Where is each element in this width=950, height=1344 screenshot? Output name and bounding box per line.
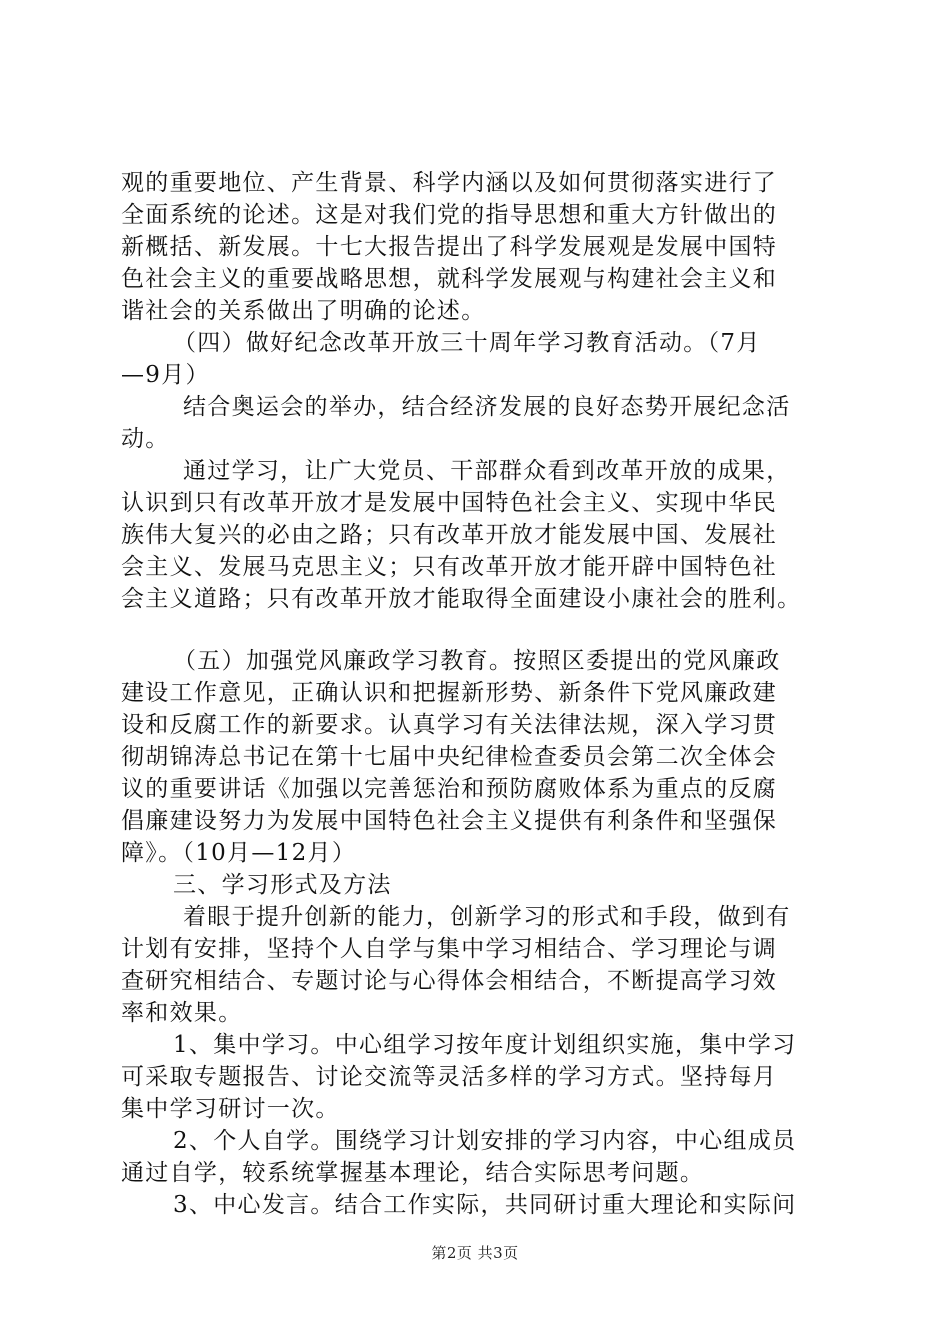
section-heading-3: 三、学习形式及方法	[173, 872, 392, 898]
text-line: 动。	[121, 426, 170, 452]
text-line: 倡廉建设努力为发展中国特色社会主义提供有利条件和坚强保	[121, 808, 778, 834]
text-line: 计划有安排，坚持个人自学与集中学习相结合、学习理论与调	[121, 936, 778, 962]
text-line: 集中学习研讨一次。	[121, 1096, 340, 1122]
list-item-1: 1、集中学习。中心组学习按年度计划组织实施，集中学习	[173, 1032, 797, 1058]
text-line: 会主义、发展马克思主义；只有改革开放才能开辟中国特色社	[121, 554, 778, 580]
text-line: 查研究相结合、专题讨论与心得体会相结合，不断提高学习效	[121, 968, 778, 994]
text-line: 族伟大复兴的必由之路；只有改革开放才能发展中国、发展社	[121, 522, 778, 548]
text-line: 障》。（10月—12月）	[121, 840, 357, 866]
text-line: 新概括、新发展。十七大报告提出了科学发展观是发展中国特	[121, 234, 778, 260]
text-line: 色社会主义的重要战略思想，就科学发展观与构建社会主义和	[121, 266, 778, 292]
text-line: 谐社会的关系做出了明确的论述。	[121, 298, 486, 324]
text-line: 彻胡锦涛总书记在第十七届中央纪律检查委员会第二次全体会	[121, 744, 778, 770]
text-line: 议的重要讲话《加强以完善惩治和预防腐败体系为重点的反腐	[121, 776, 778, 802]
paragraph-gap	[121, 615, 833, 645]
text-line: 建设工作意见，正确认识和把握新形势、新条件下党风廉政建	[121, 680, 778, 706]
section-heading-4: （四）做好纪念改革开放三十周年学习教育活动。（7月	[173, 330, 761, 356]
text-line: 观的重要地位、产生背景、科学内涵以及如何贯彻落实进行了	[121, 170, 778, 196]
document-body	[121, 167, 833, 1221]
paragraph-start: 着眼于提升创新的能力，创新学习的形式和手段，做到有	[183, 904, 791, 930]
list-item-3: 3、中心发言。结合工作实际，共同研讨重大理论和实际问	[173, 1192, 797, 1218]
text-line: 认识到只有改革开放才是发展中国特色社会主义、实现中华民	[121, 490, 778, 516]
text-line: 设和反腐工作的新要求。认真学习有关法律法规，深入学习贯	[121, 712, 778, 738]
text-line: 可采取专题报告、讨论交流等灵活多样的学习方式。坚持每月	[121, 1064, 778, 1090]
text-line: 通过自学，较系统掌握基本理论，结合实际思考问题。	[121, 1160, 705, 1186]
page-number: 第2页 共3页	[431, 1244, 519, 1262]
section-heading-5: （五）加强党风廉政学习教育。按照区委提出的党风廉政	[173, 648, 781, 674]
text-line: 全面系统的论述。这是对我们党的指导思想和重大方针做出的	[121, 202, 778, 228]
paragraph-start: 通过学习，让广大党员、干部群众看到改革开放的成果，	[183, 458, 791, 484]
text-line: 率和效果。	[121, 1000, 243, 1026]
paragraph-start: 结合奥运会的举办，结合经济发展的良好态势开展纪念活	[183, 394, 791, 420]
list-item-2: 2、个人自学。围绕学习计划安排的学习内容，中心组成员	[173, 1128, 797, 1154]
text-line: 会主义道路；只有改革开放才能取得全面建设小康社会的胜利。	[121, 586, 802, 612]
text-line: —9月）	[121, 362, 210, 388]
